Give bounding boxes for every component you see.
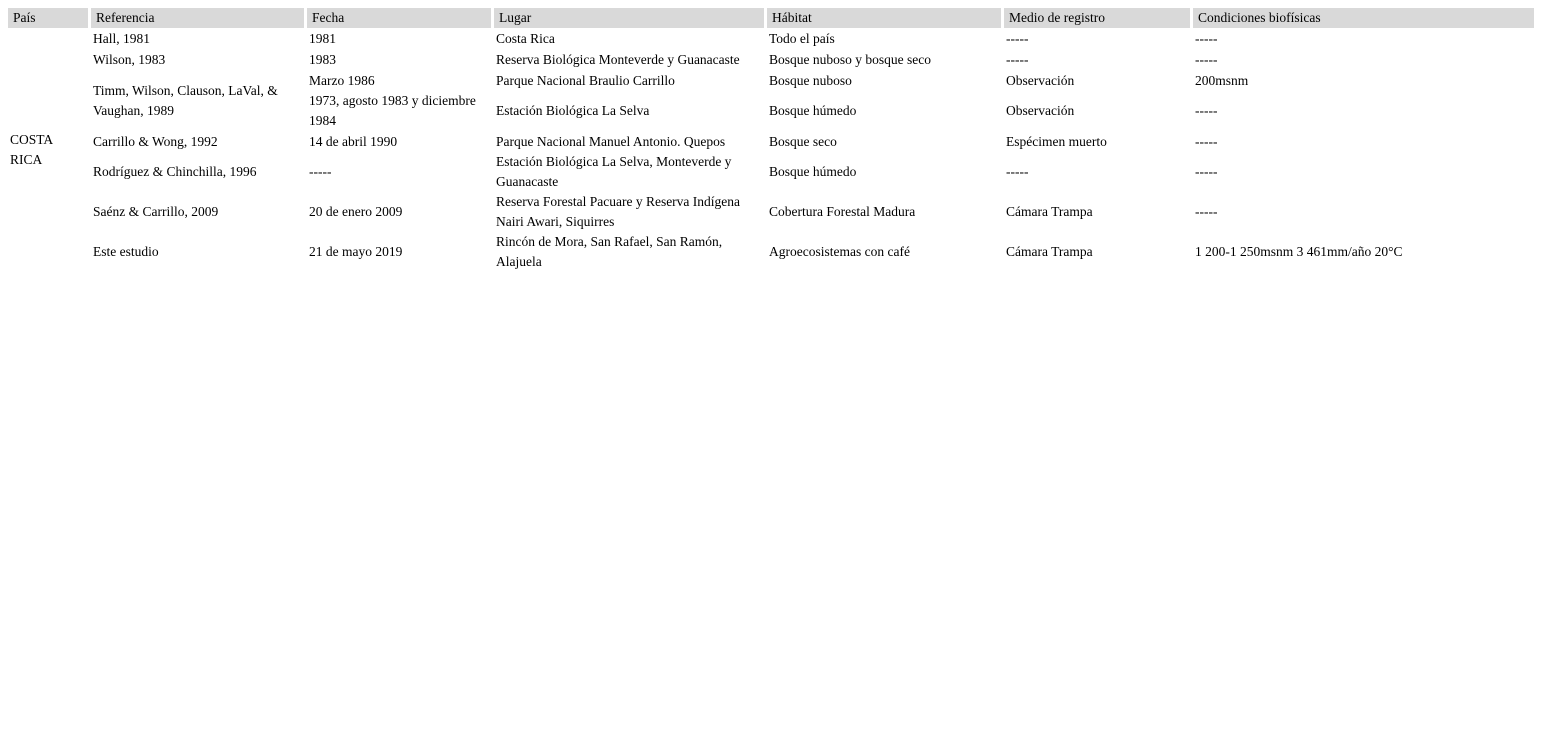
cell-fecha: Marzo 1986 — [309, 72, 375, 88]
cell-habitat: Bosque húmedo — [769, 103, 857, 118]
cell-fecha: ----- — [309, 164, 332, 179]
cell-habitat: Cobertura Forestal Madura — [769, 204, 916, 219]
cell-habitat: Bosque nuboso — [769, 72, 852, 88]
table-row — [8, 49, 1534, 70]
cell-medio: ----- — [1006, 164, 1029, 179]
header-medio-de-registro: Medio de registro — [1004, 8, 1190, 28]
country-cell: COSTA RICA — [10, 132, 53, 167]
cell-condiciones: ----- — [1195, 164, 1218, 179]
cell-medio: Cámara Trampa — [1006, 204, 1093, 219]
cell-referencia: Rodríguez & Chinchilla, 1996 — [93, 164, 257, 179]
header-referencia: Referencia — [91, 8, 304, 28]
cell-fecha: 1983 — [309, 51, 336, 67]
cell-fecha: 1981 — [309, 30, 336, 46]
header-pais: País — [8, 8, 88, 28]
cell-medio: Espécimen muerto — [1006, 133, 1107, 149]
cell-condiciones: 1 200-1 250msnm 3 461mm/año 20°C — [1195, 244, 1403, 259]
cell-fecha: 1973, agosto 1983 y diciembre 1984 — [309, 93, 476, 128]
cell-medio: Cámara Trampa — [1006, 244, 1093, 259]
header-condiciones-biofisicas: Condiciones biofísicas — [1193, 8, 1534, 28]
cell-condiciones: ----- — [1195, 103, 1218, 118]
table-row — [8, 152, 1534, 192]
cell-habitat: Todo el país — [769, 30, 835, 46]
cell-medio: Observación — [1006, 103, 1075, 118]
cell-habitat: Bosque seco — [769, 133, 837, 149]
cell-referencia: Wilson, 1983 — [93, 51, 166, 67]
cell-fecha: 20 de enero 2009 — [309, 204, 403, 219]
records-table-container — [5, 8, 1537, 272]
cell-lugar: Reserva Biológica Monteverde y Guanacaste — [496, 51, 740, 67]
header-fecha: Fecha — [307, 8, 491, 28]
cell-habitat: Bosque nuboso y bosque seco — [769, 51, 931, 67]
cell-lugar: Estación Biológica La Selva — [496, 103, 650, 118]
cell-lugar: Costa Rica — [496, 30, 555, 46]
header-row — [8, 8, 1534, 28]
cell-condiciones: 200msnm — [1195, 72, 1249, 88]
table-row — [8, 192, 1534, 232]
cell-medio: ----- — [1006, 30, 1029, 46]
header-habitat: Hábitat — [767, 8, 1001, 28]
cell-fecha: 21 de mayo 2019 — [309, 244, 403, 259]
cell-condiciones: ----- — [1195, 51, 1218, 67]
table-row — [8, 232, 1534, 272]
header-lugar: Lugar — [494, 8, 764, 28]
cell-lugar: Parque Nacional Manuel Antonio. Quepos — [496, 133, 726, 149]
cell-referencia: Saénz & Carrillo, 2009 — [93, 204, 219, 219]
cell-habitat: Agroecosistemas con café — [769, 244, 910, 259]
cell-lugar: Parque Nacional Braulio Carrillo — [496, 72, 675, 88]
cell-lugar: Reserva Forestal Pacuare y Reserva Indígena Nairi Awari, Siquirres — [496, 194, 741, 229]
cell-condiciones: ----- — [1195, 133, 1218, 149]
cell-medio: ----- — [1006, 51, 1029, 67]
table-row — [8, 70, 1534, 91]
cell-habitat: Bosque húmedo — [769, 164, 857, 179]
cell-referencia: Carrillo & Wong, 1992 — [93, 133, 218, 149]
cell-referencia: Hall, 1981 — [93, 30, 150, 46]
cell-condiciones: ----- — [1195, 30, 1218, 46]
table-row — [8, 131, 1534, 152]
cell-fecha: 14 de abril 1990 — [309, 133, 398, 149]
table-row — [8, 28, 1534, 49]
cell-referencia: Timm, Wilson, Clauson, LaVal, & Vaughan, 1989 — [93, 82, 278, 118]
cell-condiciones: ----- — [1195, 204, 1218, 219]
cell-medio: Observación — [1006, 72, 1075, 88]
records-table — [5, 8, 1537, 272]
cell-lugar: Rincón de Mora, San Rafael, San Ramón, Alajuela — [496, 234, 723, 269]
cell-lugar: Estación Biológica La Selva, Monteverde y Guanacaste — [496, 154, 732, 189]
cell-referencia: Este estudio — [93, 244, 159, 259]
